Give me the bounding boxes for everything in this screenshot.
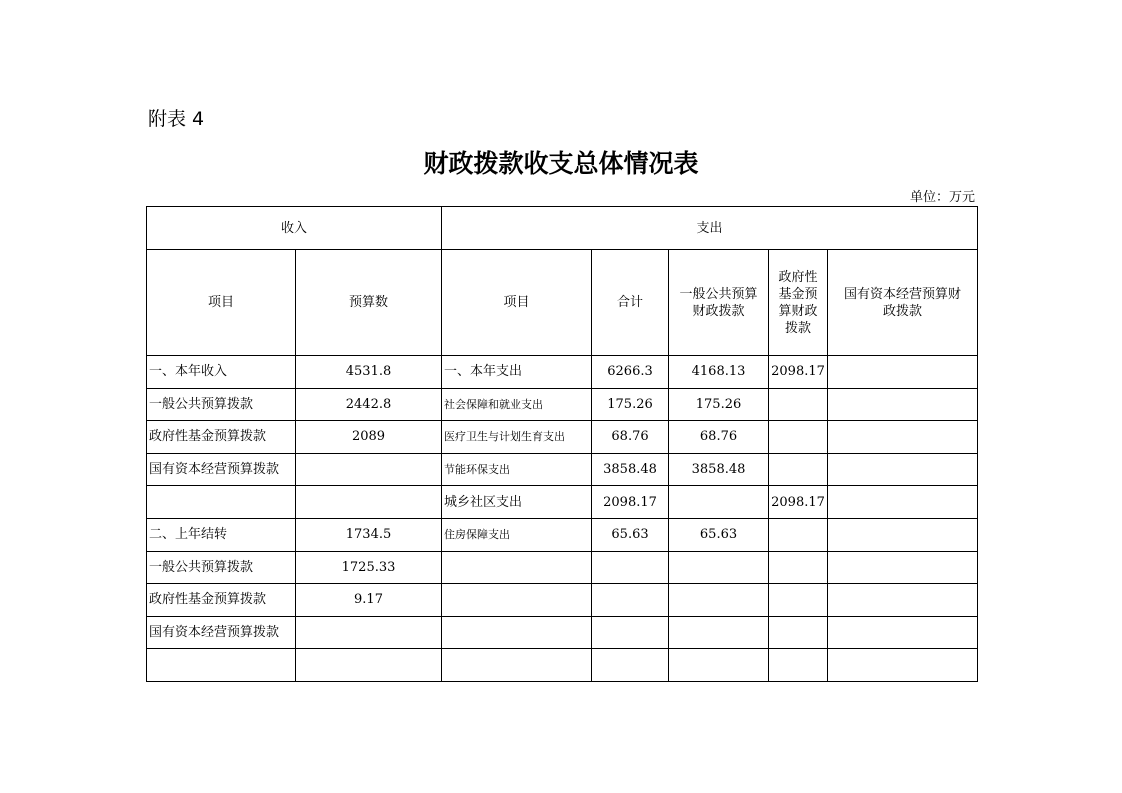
income-value: 9.17 (296, 584, 442, 617)
expense-item (442, 551, 592, 584)
expense-total (592, 584, 669, 617)
expense-total (592, 616, 669, 649)
state-capital-value (828, 518, 978, 551)
general-budget-value (669, 486, 769, 519)
income-item: 一般公共预算拨款 (147, 388, 296, 421)
general-budget-value (669, 584, 769, 617)
expense-total-header: 合计 (592, 250, 669, 356)
table-row (147, 356, 978, 389)
state-capital-header: 国有资本经营预算财政拨款 (828, 250, 978, 356)
gov-fund-header: 政府性基金预算财政拨款 (769, 250, 828, 356)
income-item: 一般公共预算拨款 (147, 551, 296, 584)
expense-total (592, 649, 669, 682)
expense-total: 3858.48 (592, 453, 669, 486)
gov-fund-value (769, 649, 828, 682)
expense-total: 175.26 (592, 388, 669, 421)
expense-group-header: 支出 (442, 207, 978, 250)
income-item: 国有资本经营预算拨款 (147, 616, 296, 649)
general-budget-value (669, 649, 769, 682)
state-capital-value (828, 453, 978, 486)
table-row (147, 388, 978, 421)
income-value (296, 486, 442, 519)
gov-fund-value: 2098.17 (769, 486, 828, 519)
state-capital-value (828, 356, 978, 389)
expense-item: 城乡社区支出 (442, 486, 592, 519)
state-capital-value (828, 616, 978, 649)
gov-fund-value (769, 421, 828, 454)
income-item (147, 486, 296, 519)
unit-label: 单位：万元 (909, 190, 975, 205)
income-value: 1725.33 (296, 551, 442, 584)
table-row (147, 421, 978, 454)
state-capital-value (828, 584, 978, 617)
income-item (147, 649, 296, 682)
income-item: 国有资本经营预算拨款 (147, 453, 296, 486)
state-capital-value (828, 421, 978, 454)
expense-item-header: 项目 (442, 250, 592, 356)
income-value: 4531.8 (296, 356, 442, 389)
budget-table (146, 206, 978, 682)
gov-fund-value (769, 616, 828, 649)
general-budget-value (669, 616, 769, 649)
table-row (147, 584, 978, 617)
expense-item: 一、本年支出 (442, 356, 592, 389)
expense-total: 68.76 (592, 421, 669, 454)
table-row (147, 551, 978, 584)
general-budget-value: 68.76 (669, 421, 769, 454)
income-value: 2089 (296, 421, 442, 454)
table-row (147, 616, 978, 649)
gov-fund-value (769, 453, 828, 486)
general-budget-value: 3858.48 (669, 453, 769, 486)
income-item: 一、本年收入 (147, 356, 296, 389)
state-capital-value (828, 388, 978, 421)
income-group-header: 收入 (147, 207, 442, 250)
expense-total: 6266.3 (592, 356, 669, 389)
expense-total: 2098.17 (592, 486, 669, 519)
expense-item: 节能环保支出 (442, 453, 592, 486)
gov-fund-value: 2098.17 (769, 356, 828, 389)
expense-item: 住房保障支出 (442, 518, 592, 551)
expense-item (442, 584, 592, 617)
general-budget-value: 4168.13 (669, 356, 769, 389)
state-capital-value (828, 486, 978, 519)
income-item: 政府性基金预算拨款 (147, 421, 296, 454)
income-item: 二、上年结转 (147, 518, 296, 551)
table-row (147, 649, 978, 682)
gov-fund-value (769, 518, 828, 551)
expense-item (442, 616, 592, 649)
expense-total (592, 551, 669, 584)
expense-item (442, 649, 592, 682)
gov-fund-value (769, 388, 828, 421)
income-budget-header: 预算数 (296, 250, 442, 356)
general-budget-value (669, 551, 769, 584)
state-capital-value (828, 649, 978, 682)
expense-item: 社会保障和就业支出 (442, 388, 592, 421)
income-value: 2442.8 (296, 388, 442, 421)
general-budget-value: 65.63 (669, 518, 769, 551)
income-value: 1734.5 (296, 518, 442, 551)
general-budget-header: 一般公共预算财政拨款 (669, 250, 769, 356)
appendix-label: 附表 4 (148, 108, 205, 130)
table-row (147, 453, 978, 486)
gov-fund-value (769, 551, 828, 584)
income-value (296, 616, 442, 649)
income-item-header: 项目 (147, 250, 296, 356)
income-item: 政府性基金预算拨款 (147, 584, 296, 617)
table-row (147, 486, 978, 519)
general-budget-value: 175.26 (669, 388, 769, 421)
income-value (296, 649, 442, 682)
table-row (147, 518, 978, 551)
page-title: 财政拨款收支总体情况表 (423, 149, 699, 178)
gov-fund-value (769, 584, 828, 617)
expense-total: 65.63 (592, 518, 669, 551)
income-value (296, 453, 442, 486)
expense-item: 医疗卫生与计划生育支出 (442, 421, 592, 454)
state-capital-value (828, 551, 978, 584)
